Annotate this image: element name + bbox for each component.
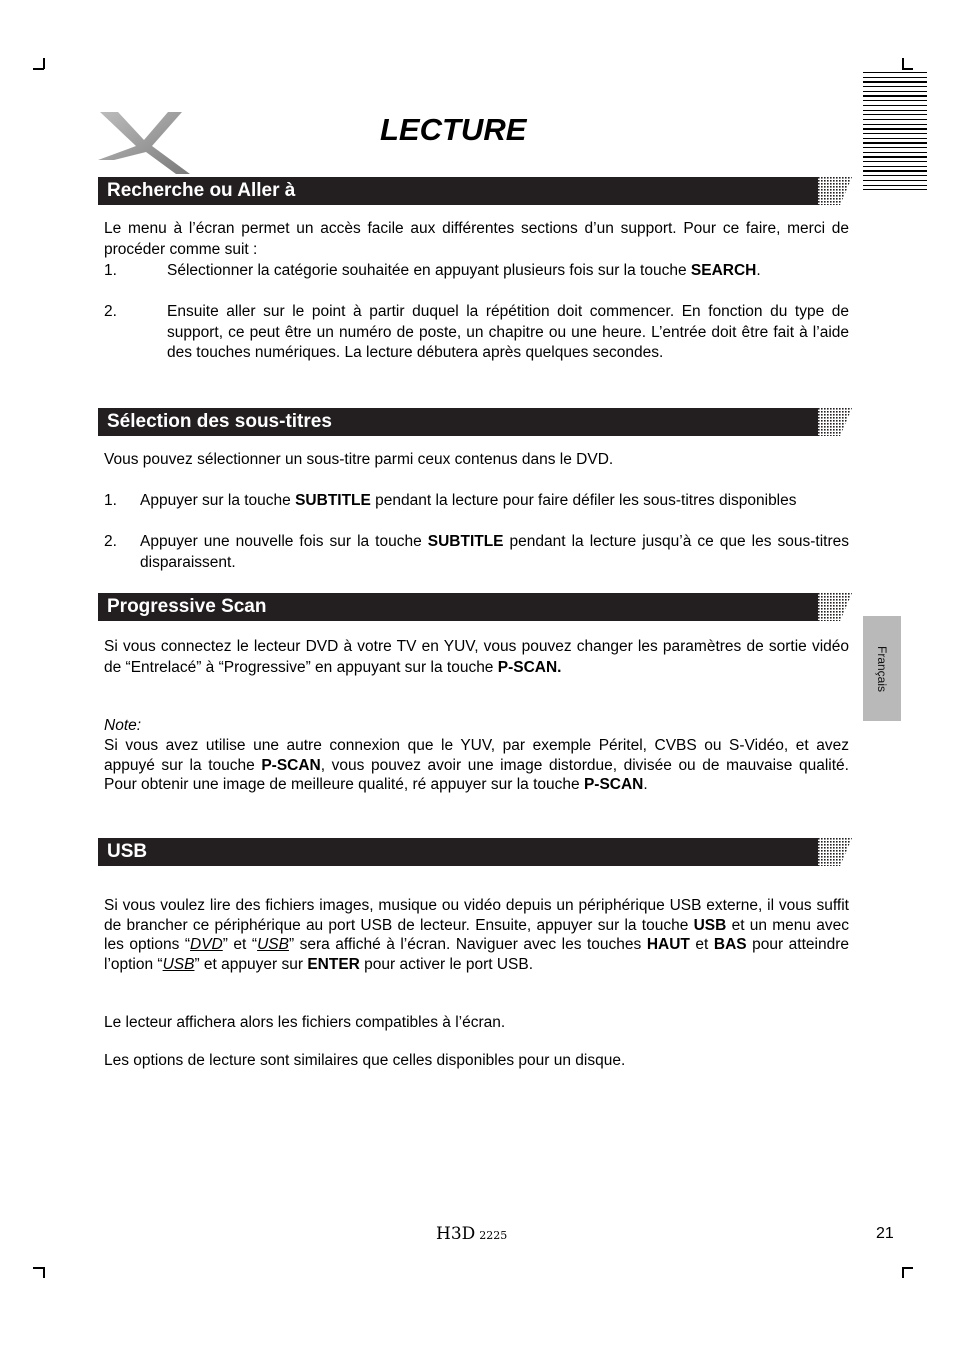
model-name: H3D 2225 bbox=[436, 1224, 508, 1244]
step-text: Ensuite aller sur le point à partir duquel la répétition doit commencer. En fonction du type de support, ce peut être un numéro de poste, un chapitre ou une heure. L’entrée doit être fait à l’aide des touches numériques. La lecture débutera après quelques secondes. bbox=[167, 303, 849, 361]
section-title: Sélection des sous-titres bbox=[107, 411, 332, 432]
dot-pattern-icon bbox=[818, 177, 860, 205]
usb-paragraph-2: Le lecteur affichera alors les fichiers compatibles à l’écran. bbox=[104, 1014, 506, 1031]
step-text: Appuyer une nouvelle fois sur la touche SUBTITLE pendant la lecture jusqu’à ce que les sous-titres disparaissent. bbox=[140, 533, 849, 571]
decorative-stripes bbox=[863, 72, 927, 194]
section-title: USB bbox=[107, 841, 148, 862]
step-number: 1. bbox=[104, 262, 117, 279]
section-header-subtitles bbox=[98, 408, 818, 436]
section-title: Recherche ou Aller à bbox=[107, 180, 296, 201]
brand-x-logo bbox=[96, 108, 196, 178]
usb-paragraph-3: Les options de lecture sont similaires que celles disponibles pour un disque. bbox=[104, 1052, 626, 1069]
language-tab-label: Français bbox=[875, 645, 889, 692]
section-title: Progressive Scan bbox=[107, 596, 267, 617]
section-header-progressive bbox=[98, 593, 818, 621]
step-number: 2. bbox=[104, 533, 117, 550]
language-tab bbox=[863, 616, 901, 721]
step-number: 2. bbox=[104, 303, 117, 320]
dot-pattern-icon bbox=[818, 408, 860, 436]
section-header-search bbox=[98, 177, 818, 205]
subtitles-intro: Vous pouvez sélectionner un sous-titre parmi ceux contenus dans le DVD. bbox=[104, 451, 614, 468]
page-title: LECTURE bbox=[380, 112, 527, 147]
page-number: 21 bbox=[876, 1225, 894, 1242]
usb-paragraph-1: Si vous voulez lire des fichiers images, musique ou vidéo depuis un périphérique USB externe, il vous suffit de brancher ce périphérique au port USB de lecteur. Ensuite, appuyer sur la touche USB et un menu avec les options “DVD” et “USB” sera affiché à l’écran. Naviguer avec les touches HAUT et BAS pour atteindre l’option “USB” et appuyer sur ENTER pour activer le port USB. bbox=[104, 897, 850, 973]
step-number: 1. bbox=[104, 492, 117, 509]
step-text: Sélectionner la catégorie souhaitée en appuyant plusieurs fois sur la touche SEARCH. bbox=[167, 262, 761, 279]
progressive-text: Si vous connectez le lecteur DVD à votre TV en YUV, vous pouvez changer les paramètres de sortie vidéo de “Entrelacé” à “Progressive” en appuyant sur la touche P-SCAN. bbox=[104, 638, 849, 676]
note-text: Si vous avez utilise une autre connexion que le YUV, par exemple Péritel, CVBS ou S-Vidéo, et avez appuyé sur la touche P-SCAN, vous pouvez avoir une image distordue, divisée ou de mauvaise qualité. Pour obtenir une image de meilleure qualité, ré appuyer sur la touche P-SCAN. bbox=[104, 737, 849, 793]
step-text: Appuyer sur la touche SUBTITLE pendant la lecture pour faire défiler les sous-titres disponibles bbox=[140, 492, 797, 509]
note-label: Note: bbox=[104, 717, 142, 734]
dot-pattern-icon bbox=[818, 838, 860, 866]
section-header-usb bbox=[98, 838, 818, 866]
search-intro: Le menu à l’écran permet un accès facile aux différentes sections d’un support. Pour ce faire, merci de procéder comme suit : bbox=[104, 220, 849, 258]
dot-pattern-icon bbox=[818, 593, 860, 621]
